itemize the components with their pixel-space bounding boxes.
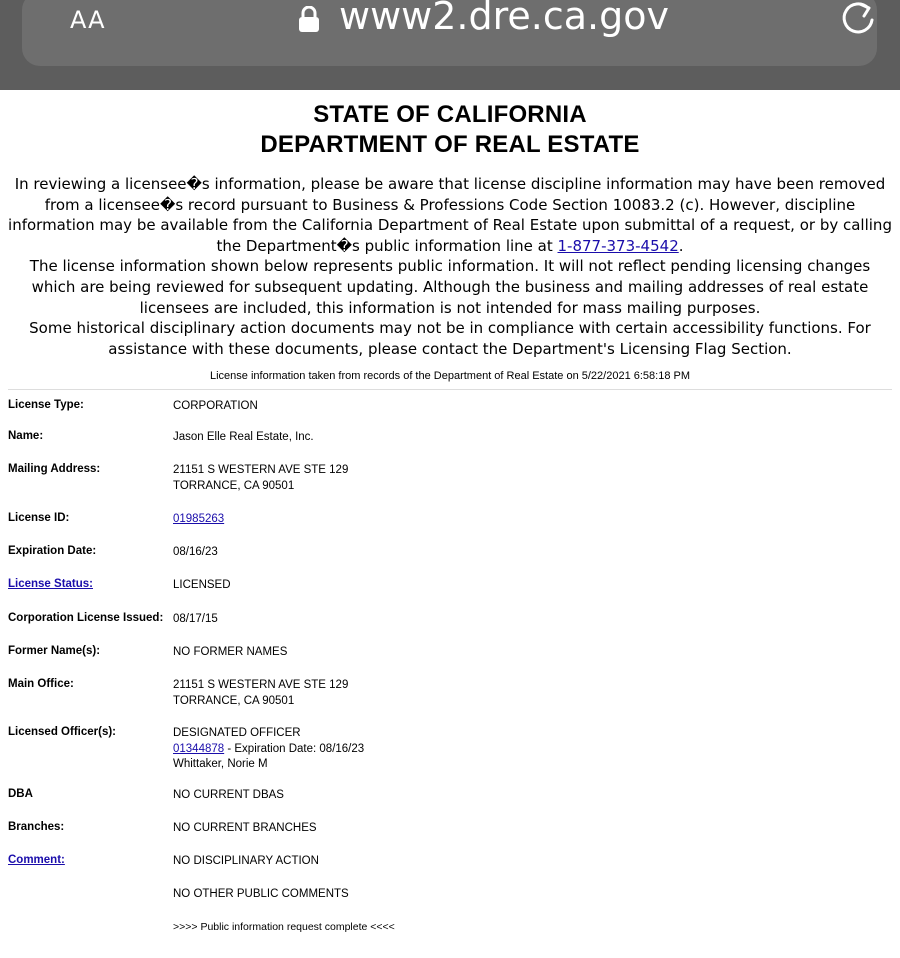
disclaimer: [6, 174, 894, 359]
request-complete-text: >>>> Public information request complete <<<<: [173, 921, 395, 934]
officer-id-link[interactable]: 01344878: [173, 742, 225, 755]
comment-value: NO DISCIPLINARY ACTION: [173, 855, 319, 868]
disclaimer-paragraph-1: [6, 174, 894, 256]
main-office-line-2: TORRANCE, CA 90501: [173, 694, 295, 707]
comment-link[interactable]: Comment:: [8, 854, 65, 867]
text-size-button[interactable]: [70, 0, 106, 36]
phone-link[interactable]: 1-877-373-4542: [557, 236, 679, 255]
row-licensed-officers: [8, 726, 395, 788]
other-comments-value: NO OTHER PUBLIC COMMENTS: [173, 888, 349, 901]
main-office-line-1: 21151 S WESTERN AVE STE 129: [173, 679, 349, 692]
title-line-2: DEPARTMENT OF REAL ESTATE: [260, 131, 640, 158]
row-license-type: [8, 396, 395, 430]
row-former-names: [8, 645, 395, 678]
expiration-value: 08/16/23: [173, 546, 218, 559]
license-issued-value: 08/17/15: [173, 613, 218, 626]
licensed-officers-label: Licensed Officer(s):: [8, 726, 116, 739]
row-comment: [8, 854, 395, 887]
license-id-link[interactable]: 01985263: [173, 513, 225, 526]
address-bar[interactable]: [22, 0, 877, 66]
row-license-id: [8, 512, 395, 545]
license-issued-label: Corporation License Issued:: [8, 612, 164, 625]
row-expiration: [8, 545, 395, 578]
mailing-address-label: Mailing Address:: [8, 463, 101, 476]
request-complete-spacer: [8, 920, 173, 940]
license-type-label: License Type:: [8, 399, 84, 412]
row-dba: [8, 788, 395, 821]
text-size-label: AA: [70, 6, 106, 34]
divider: [8, 389, 892, 390]
former-names-value: NO FORMER NAMES: [173, 646, 288, 659]
licensed-officers-value: [173, 726, 395, 788]
row-other-comments: [8, 887, 395, 920]
page-title: [0, 100, 900, 160]
row-mailing-address: [8, 463, 395, 512]
reload-icon[interactable]: [838, 0, 878, 38]
disclaimer-end: .: [678, 236, 684, 255]
license-status-value: LICENSED: [173, 579, 231, 592]
mailing-address-value: [173, 463, 395, 512]
license-id-cell: [173, 512, 395, 545]
lock-icon: [298, 6, 320, 32]
row-main-office: [8, 678, 395, 726]
main-office-value: [173, 678, 395, 726]
license-info-table: [8, 396, 395, 940]
name-value: Jason Elle Real Estate, Inc.: [173, 431, 314, 444]
page-content: [0, 100, 900, 940]
row-license-status: [8, 578, 395, 612]
mailing-line-2: TORRANCE, CA 90501: [173, 479, 295, 492]
disclaimer-paragraph-3: Some historical disciplinary action documents may not be in compliance with certain accessibility functions. For assistance with these documents, please contact the Department's Licensing Flag Section.: [29, 319, 871, 358]
browser-toolbar: [0, 0, 900, 90]
records-note: License information taken from records of the Department of Real Estate on 5/22/2021 6:58:18 PM: [210, 370, 690, 383]
main-office-label: Main Office:: [8, 678, 74, 691]
url-text[interactable]: www2.dre.ca.gov: [339, 0, 669, 38]
officer-title: DESIGNATED OFFICER: [173, 727, 301, 740]
other-comments-spacer: [8, 887, 173, 920]
license-status-label-cell: [8, 578, 173, 612]
disclaimer-text-1: In reviewing a licensee�s information, please be aware that license discipline information may have been removed from a licensee�s record pursuant to Business & Professions Code Section 10083.2 (c). However, discipline information may be available from the California Department of Real Estate upon submittal of a request, or by calling the Department�s public information line at: [8, 175, 892, 255]
dba-value: NO CURRENT DBAS: [173, 789, 284, 802]
license-type-value: CORPORATION: [173, 400, 258, 413]
license-id-label: License ID:: [8, 512, 70, 525]
branches-value: NO CURRENT BRANCHES: [173, 822, 317, 835]
mailing-line-1: 21151 S WESTERN AVE STE 129: [173, 464, 349, 477]
row-license-issued: [8, 612, 395, 645]
officer-name: Whittaker, Norie M: [173, 758, 268, 771]
dba-label: DBA: [8, 788, 33, 801]
expiration-label: Expiration Date:: [8, 545, 97, 558]
former-names-label: Former Name(s):: [8, 645, 101, 658]
name-label: Name:: [8, 430, 44, 443]
title-line-1: STATE OF CALIFORNIA: [313, 101, 587, 128]
row-branches: [8, 821, 395, 854]
row-request-complete: [8, 920, 395, 940]
disclaimer-paragraph-2: The license information shown below represents public information. It will not reflect pending licensing changes which are being reviewed for subsequent updating. Although the business and mailing addresses of real estate licensees are included, this information is not intended for mass mailing purposes.: [29, 257, 871, 317]
branches-label: Branches:: [8, 821, 65, 834]
officer-expiration: - Expiration Date: 08/16/23: [224, 742, 365, 755]
license-status-link[interactable]: License Status:: [8, 578, 93, 591]
row-name: [8, 430, 395, 463]
comment-label-cell: [8, 854, 173, 887]
